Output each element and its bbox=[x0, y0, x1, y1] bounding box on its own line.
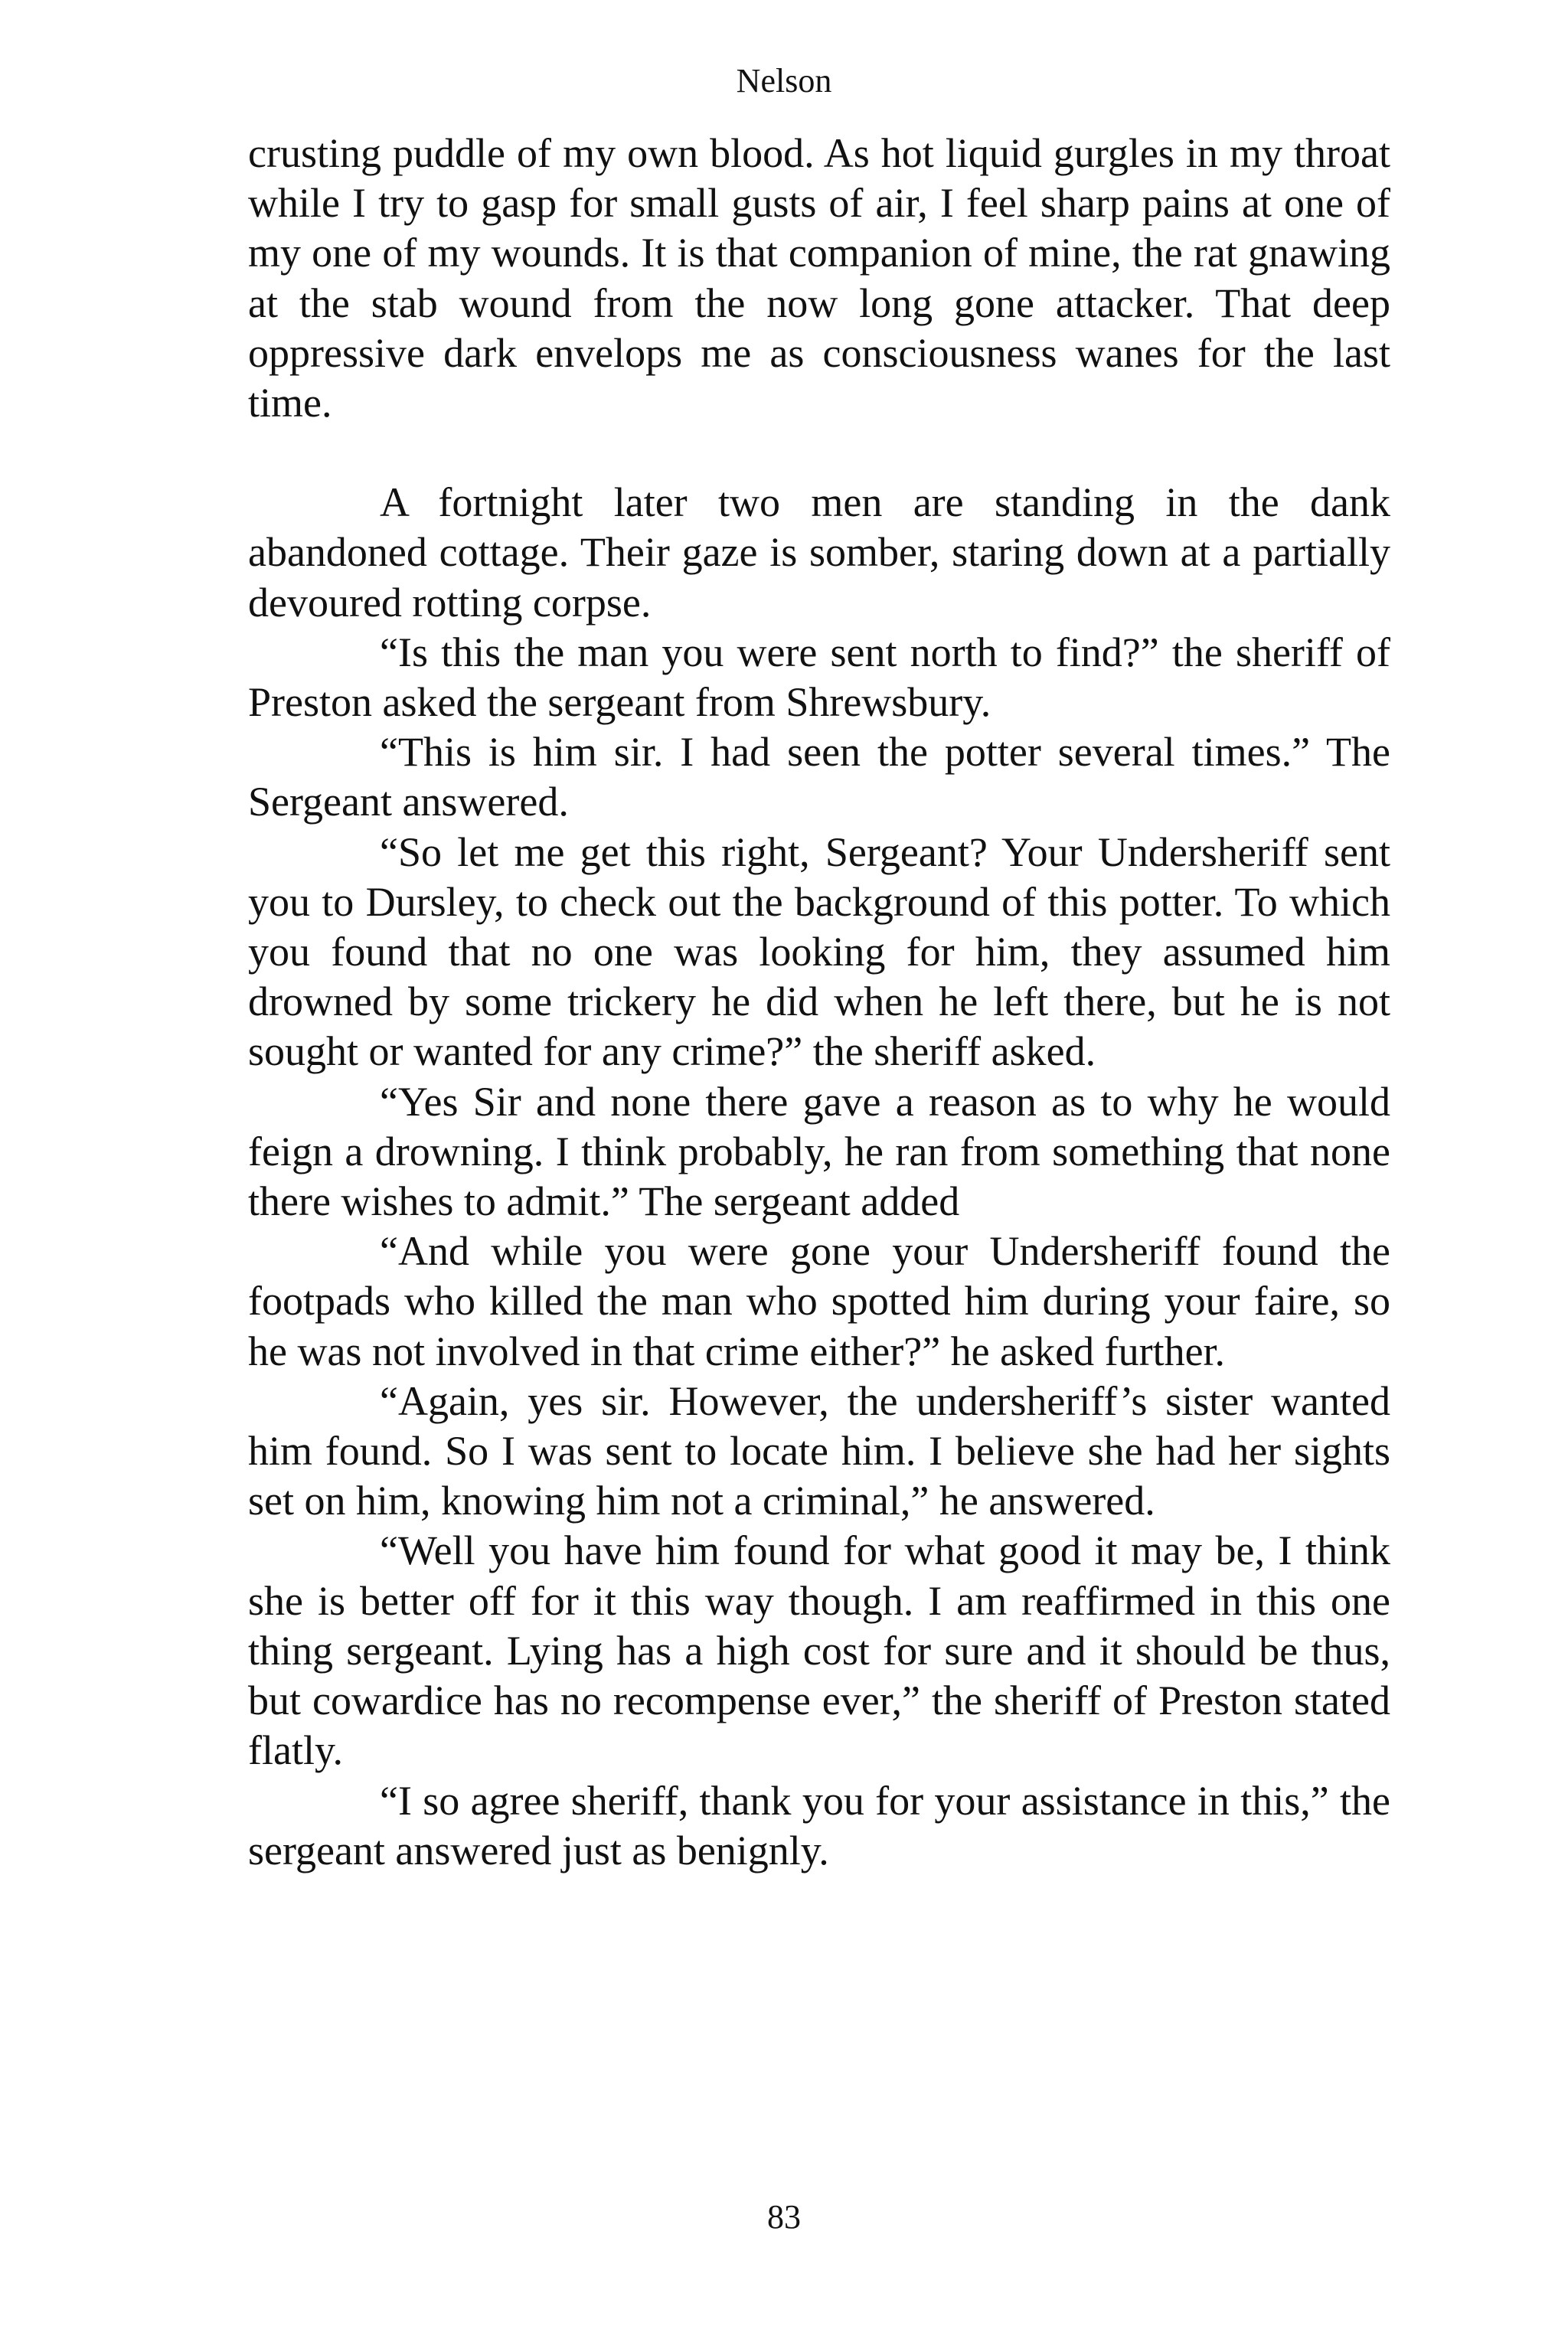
paragraph: “Again, yes sir. However, the undersheriff’s sister wanted him found. So I was sent to locate him. I believe she had her sights set on him, knowing him not a criminal,” he answered. bbox=[248, 1377, 1390, 1524]
paragraph: “Yes Sir and none there gave a reason as to why he would feign a drowning. I think probably, he ran from something that none there wishes to admit.” The sergeant added bbox=[248, 1078, 1390, 1225]
running-head: Nelson bbox=[736, 62, 832, 100]
paragraph: “I so agree sheriff, thank you for your assistance in this,” the sergeant answered just as benignly. bbox=[248, 1777, 1390, 1873]
paragraph: “Well you have him found for what good it may be, I think she is better off for it this way though. I am reaffirmed in this one thing sergeant. Lying has a high cost for sure and it should be thus, but cowardice has no recompense ever,” the sheriff of Preston stated flatly. bbox=[248, 1527, 1390, 1774]
body-text bbox=[248, 129, 1390, 1876]
paragraph: “This is him sir. I had seen the potter several times.” The Sergeant answered. bbox=[248, 729, 1390, 825]
paragraph: A fortnight later two men are standing in the dank abandoned cottage. Their gaze is somber, staring down at a partially devoured rotting corpse. bbox=[248, 479, 1390, 626]
paragraph: “Is this the man you were sent north to find?” the sheriff of Preston asked the sergeant from Shrewsbury. bbox=[248, 629, 1390, 726]
paragraph: “And while you were gone your Undersheriff found the footpads who killed the man who spotted him during your faire, so he was not involved in that crime either?” he asked further. bbox=[248, 1228, 1390, 1374]
paragraph: crusting puddle of my own blood. As hot liquid gurgles in my throat while I try to gasp for small gusts of air, I feel sharp pains at one of my one of my wounds. It is that companion of mine, the rat gnawing at the stab wound from the now long gone attacker. That deep oppressive dark envelops me as consciousness wanes for the last time. bbox=[248, 130, 1390, 426]
paragraph: “So let me get this right, Sergeant? Your Undersheriff sent you to Dursley, to check out the background of this potter. To which you found that no one was looking for him, they assumed him drowned by some trickery he did when he left there, but he is not sought or wanted for any crime?” the sheriff asked. bbox=[248, 828, 1390, 1075]
page-number: 83 bbox=[767, 2198, 801, 2236]
